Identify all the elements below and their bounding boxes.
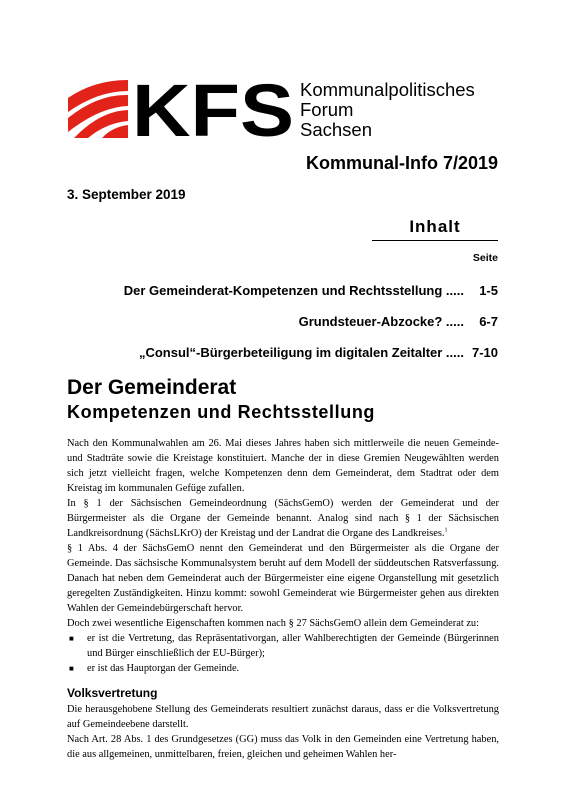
- toc-entry[interactable]: [299, 314, 498, 329]
- article-body: [67, 436, 499, 762]
- org-line: Forum: [300, 99, 354, 120]
- publication-date: 3. September 2019: [67, 187, 186, 202]
- bullet-list: [67, 631, 499, 676]
- paragraph: § 1 Abs. 4 der SächsGemO nennt den Gemeinderat und den Bürgermeister als die Organe der Gemeinde. Das sächsische Kommunalsystem beruht auf dem Modell der süddeutschen Ratsverfassung. Danach hat neben dem Gemeinderat auch der Bürgermeister eine eigene Organstellung mit gesetzlich geregelten Zuständigkeiten. Hinzu kommt: sowohl Gemeinderat wie Bürgermeister gehen aus direkten Wahlen der Gemeindebürgerschaft hervor.: [67, 543, 499, 614]
- toc-entry-pages: 7-10: [471, 345, 498, 360]
- logo-stripes-icon: [68, 80, 128, 138]
- toc-entry-title: „Consul“-Bürgerbeteiligung im digitalen Zeitalter .....: [138, 345, 464, 360]
- paragraph: Nach den Kommunalwahlen am 26. Mai dieses Jahres haben sich mittlerweile die neuen Gemeinde- und Stadträte sowie die Kreistage konstituiert. Manche der in diese Gremien Neugewählten werden sich jetzt vielleicht fragen, welche Kompetenzen denn dem Gemeinderat, dem Stadtrat oder dem Kreistag im kommunalen Gefüge zufallen.: [67, 438, 499, 494]
- toc-entry-title: Grundsteuer-Abzocke? .....: [298, 314, 464, 329]
- list-item-text: er ist das Hauptorgan der Gemeinde.: [87, 663, 240, 674]
- article-title: Der Gemeinderat: [67, 376, 237, 399]
- article-subtitle: Kompetenzen und Rechtsstellung: [67, 402, 376, 422]
- section-heading: Volksvertretung: [67, 686, 158, 700]
- organization-name: [300, 80, 475, 140]
- org-line: Kommunalpolitisches: [300, 79, 475, 100]
- toc-page-label: Seite: [472, 252, 498, 264]
- toc-entry[interactable]: [139, 345, 498, 360]
- paragraph: Doch zwei wesentliche Eigenschaften kommen nach § 27 SächsGemO allein dem Gemeinderat zu:: [67, 618, 480, 629]
- footnote-mark[interactable]: 1: [444, 527, 448, 534]
- paragraph: [67, 496, 499, 541]
- paragraph: Nach Art. 28 Abs. 1 des Grundgesetzes (GG) muss das Volk in den Gemeinden eine Vertretung haben, die aus allgemeinen, unmittelbaren, freien, gleichen und geheimen Wahlen her-: [67, 734, 499, 760]
- paragraph-text: In § 1 der Sächsischen Gemeindeordnung (SächsGemO) werden der Gemeinderat und der Bürgermeister als die Organe der Gemeinde benannt. Analog sind nach § 1 der Sächsischen Landkreisordnung (SächsLKrO) der Kreistag und der Landrat die Organe des Landkreises.: [67, 498, 499, 539]
- square-bullet-icon: ■: [69, 634, 74, 643]
- logo-letters: KFS: [132, 78, 294, 140]
- toc-entry-title: Der Gemeinderat-Kompetenzen und Rechtsstellung .....: [123, 283, 464, 298]
- list-item: [67, 661, 499, 676]
- list-item: [67, 631, 499, 661]
- paragraph: Die herausgehobene Stellung des Gemeinderats resultiert zunächst daraus, dass er die Volksvertretung auf Gemeindeebene darstellt.: [67, 704, 499, 730]
- toc-entry-pages: 1-5: [479, 283, 498, 298]
- toc-entry[interactable]: [124, 283, 498, 298]
- toc-heading: Inhalt: [372, 217, 498, 241]
- toc-entry-pages: 6-7: [479, 314, 498, 329]
- square-bullet-icon: ■: [69, 664, 74, 673]
- issue-title: Kommunal-Info 7/2019: [305, 153, 498, 173]
- kfs-logo: [66, 78, 296, 140]
- list-item-text: er ist die Vertretung, das Repräsentativorgan, aller Wahlberechtigten der Gemeinde (Bürgerinnen und Bürger einschließlich der EU-Bürger);: [87, 633, 499, 659]
- org-line: Sachsen: [300, 119, 372, 140]
